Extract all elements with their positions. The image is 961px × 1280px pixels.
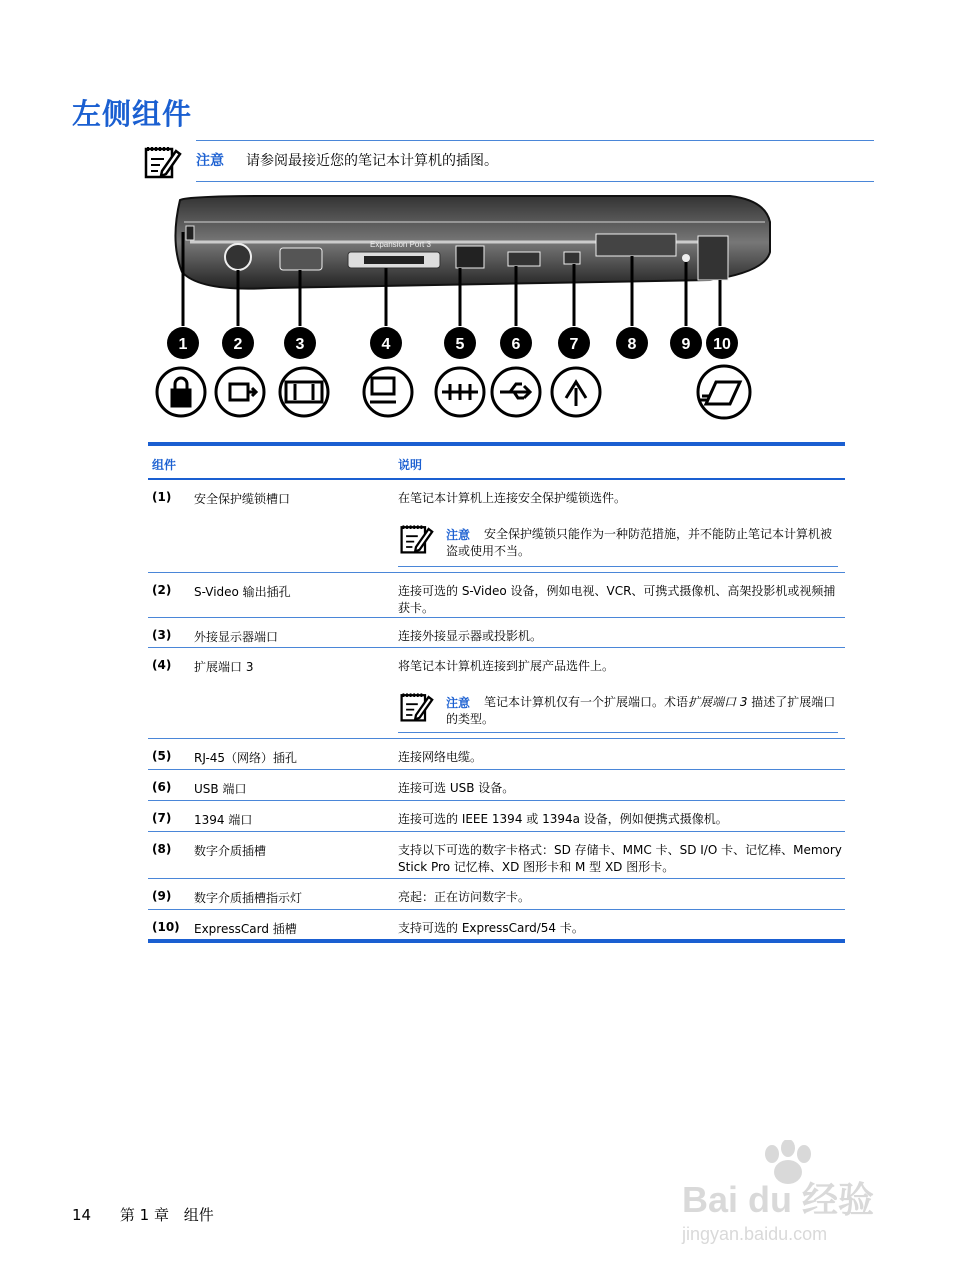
s-video-port (225, 244, 251, 270)
row-note (398, 688, 838, 733)
note-label: 注意 (446, 696, 471, 710)
lock-icon (157, 368, 205, 416)
row-number: (8) (152, 842, 172, 856)
svg-text:2: 2 (233, 336, 243, 353)
page-footer (72, 1204, 238, 1225)
expresscard-slot (698, 236, 728, 280)
row-number: (7) (152, 811, 172, 825)
svg-text:3: 3 (295, 336, 305, 353)
row-component: 安全保护缆锁槽口 (194, 492, 291, 506)
svg-text:10: 10 (713, 336, 731, 353)
note-icon (142, 141, 182, 181)
monitor-port-icon (280, 368, 328, 416)
row-description: 连接外接显示器或投影机。 (398, 629, 543, 643)
callout-6 (500, 327, 532, 359)
table-row (148, 832, 845, 879)
header-description: 说明 (398, 458, 423, 472)
svg-text:9: 9 (681, 336, 691, 353)
table-row (148, 770, 845, 801)
svg-text:5: 5 (455, 336, 465, 353)
row-number: (6) (152, 780, 172, 794)
callout-2 (222, 327, 254, 359)
network-icon (436, 368, 484, 416)
row-component: 数字介质插槽 (194, 844, 267, 858)
laptop-left-side-diagram (150, 192, 780, 424)
callout-7 (558, 327, 590, 359)
section-label: 组件 (183, 1206, 214, 1224)
vga-port (280, 248, 322, 270)
svg-text:7: 7 (569, 336, 579, 353)
row-number: (3) (152, 628, 172, 642)
row-component: S-Video 输出插孔 (194, 585, 291, 599)
row-description: 连接网络电缆。 (398, 750, 483, 764)
digital-media-slot (596, 234, 676, 256)
table-row (148, 648, 845, 739)
row-number: (2) (152, 583, 172, 597)
callout-3 (284, 327, 316, 359)
callout-1 (167, 327, 199, 359)
usb-port (508, 252, 540, 266)
table-row (148, 801, 845, 832)
note-text: 请参阅最接近您的笔记本计算机的插图。 (246, 153, 498, 169)
page-number: 14 (72, 1206, 92, 1224)
row-number: (1) (152, 490, 172, 504)
row-number: (9) (152, 889, 172, 903)
row-description: 连接可选的 S-Video 设备，例如电视、VCR、可携式摄像机、高架投影机或视频捕获卡。 (398, 584, 836, 615)
table-row (148, 910, 845, 939)
chapter-label: 第 1 章 (119, 1206, 169, 1224)
svg-text:4: 4 (381, 336, 391, 353)
row-description: 连接可选的 IEEE 1394 或 1394a 设备，例如便携式摄像机。 (398, 812, 728, 826)
row-component: 数字介质插槽指示灯 (194, 891, 303, 905)
note-label: 注意 (196, 153, 224, 169)
row-description: 支持以下可选的数字卡格式：SD 存储卡、MMC 卡、SD I/O 卡、记忆棒、Memory Stick Pro 记忆棒、XD 图形卡和 M 型 XD 图形卡。 (398, 843, 842, 874)
watermark-brand: Bai du 经验 (682, 1179, 875, 1220)
row-description: 支持可选的 ExpressCard/54 卡。 (398, 921, 584, 935)
svg-text:8: 8 (627, 336, 637, 353)
row-description: 将笔记本计算机连接到扩展产品选件上。 (398, 659, 615, 673)
svg-text:6: 6 (511, 336, 521, 353)
header-component: 组件 (152, 458, 177, 472)
security-slot (186, 226, 194, 240)
page-title: 左侧组件 (72, 97, 193, 131)
expansion-port-label: Expansion Port 3 (370, 240, 431, 249)
row-component: 外接显示器端口 (194, 630, 279, 644)
row-number: (10) (152, 920, 180, 934)
media-slot-light (682, 254, 690, 262)
row-note (398, 520, 838, 567)
row-component: RJ-45（网络）插孔 (194, 751, 298, 765)
expresscard-icon (698, 366, 750, 418)
row-component: 1394 端口 (194, 813, 253, 827)
table-row (148, 618, 845, 648)
table-bottom-rule (148, 939, 845, 943)
callout-5 (444, 327, 476, 359)
row-description: 在笔记本计算机上连接安全保护缆锁选件。 (398, 491, 627, 505)
table-row (148, 573, 845, 618)
row-component: USB 端口 (194, 782, 247, 796)
row-description: 亮起：正在访问数字卡。 (398, 890, 531, 904)
table-row (148, 739, 845, 770)
row-description: 连接可选 USB 设备。 (398, 781, 515, 795)
firewire-icon (552, 368, 600, 416)
callout-9 (670, 327, 702, 359)
note-text: 笔记本计算机仅有一个扩展端口。术语扩展端口 3 描述了扩展端口的类型。 (446, 695, 836, 726)
usb-icon (492, 368, 540, 416)
page-note (196, 140, 874, 182)
row-component: ExpressCard 插槽 (194, 922, 297, 936)
callout-10 (706, 327, 738, 359)
svg-text:1: 1 (178, 336, 188, 353)
s-video-icon (216, 368, 264, 416)
row-number: (4) (152, 658, 172, 672)
note-icon (398, 520, 434, 556)
baidu-watermark (672, 1140, 912, 1250)
note-icon (398, 688, 434, 724)
port-1394 (564, 252, 580, 264)
table-header (148, 446, 845, 480)
note-label: 注意 (446, 528, 471, 542)
rj45-port (456, 246, 484, 268)
callout-4 (370, 327, 402, 359)
row-number: (5) (152, 749, 172, 763)
components-table (148, 442, 845, 943)
callout-8 (616, 327, 648, 359)
row-component: 扩展端口 3 (194, 660, 254, 674)
note-text: 安全保护缆锁只能作为一种防范措施，并不能防止笔记本计算机被盗或使用不当。 (446, 527, 833, 558)
table-row (148, 480, 845, 573)
expansion-port-icon (364, 368, 412, 416)
watermark-url: jingyan.baidu.com (682, 1224, 828, 1244)
table-row (148, 879, 845, 910)
